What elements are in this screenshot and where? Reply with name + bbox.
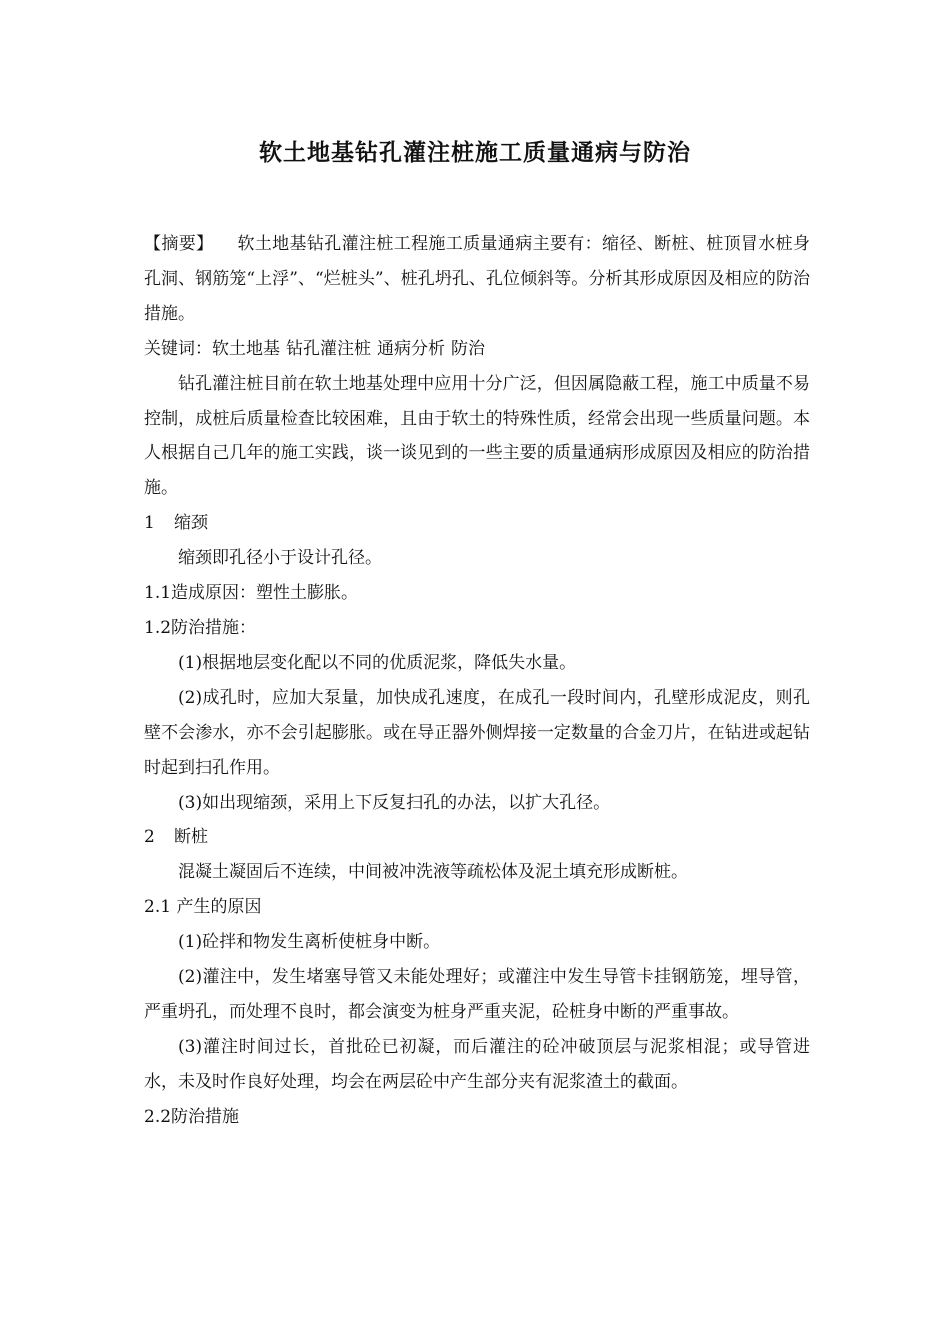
list-item: (2)成孔时，应加大泵量，加快成孔速度，在成孔一段时间内，孔壁形成泥皮，则孔壁不会渗水，亦不会引起膨胀。或在导正器外侧焊接一定数量的合金刀片，在钻进或起钻时起到扫孔作用。 xyxy=(144,687,810,778)
intro-paragraph: 钻孔灌注桩目前在软土地基处理中应用十分广泛，但因属隐蔽工程，施工中质量不易控制，成桩后质量检查比较困难，且由于软土的特殊性质，经常会出现一些质量问题。本人根据自己几年的施工实践，谈一谈见到的一些主要的质量通病形成原因及相应的防治措施。 xyxy=(144,373,810,499)
section-title: 断桩 xyxy=(174,827,208,848)
section-definition: 缩颈即孔径小于设计孔径。 xyxy=(178,548,382,569)
keyword: 通病分析 xyxy=(377,338,445,359)
subsection-heading: 1.2防治措施： xyxy=(144,617,257,638)
keywords-label: 关键词： xyxy=(144,338,212,359)
keyword: 钻孔灌注桩 xyxy=(286,338,371,359)
list-item: (1)根据地层变化配以不同的优质泥浆，降低失水量。 xyxy=(178,652,577,673)
section-number: 2 xyxy=(144,827,155,848)
list-item: (2)灌注中，发生堵塞导管又未能处理好；或灌注中发生导管卡挂钢筋笼，埋导管，严重坍孔，而处理不良时，都会演变为桩身严重夹泥，砼桩身中断的严重事故。 xyxy=(144,967,810,1022)
section-heading xyxy=(144,506,810,541)
keyword: 软土地基 xyxy=(212,338,280,359)
document-title: 软土地基钻孔灌注桩施工质量通病与防治 xyxy=(259,140,691,166)
section-heading xyxy=(144,820,810,855)
section-definition: 混凝土凝固后不连续，中间被冲洗液等疏松体及泥土填充形成断桩。 xyxy=(178,862,688,883)
abstract-text: 软土地基钻孔灌注桩工程施工质量通病主要有：缩径、断桩、桩顶冒水桩身孔洞、钢筋笼“上浮”、“烂桩头”、桩孔坍孔、孔位倾斜等。分析其形成原因及相应的防治措施。 xyxy=(144,234,811,324)
keyword: 防治 xyxy=(451,338,485,359)
section-number: 1 xyxy=(144,513,155,534)
abstract-paragraph xyxy=(144,227,810,332)
list-item: (3)如出现缩颈，采用上下反复扫孔的办法，以扩大孔径。 xyxy=(178,792,611,813)
subsection-heading: 1.1造成原因：塑性土膨胀。 xyxy=(144,583,359,604)
section-title: 缩颈 xyxy=(174,513,208,534)
keywords-line xyxy=(144,332,810,367)
subsection-heading: 2.1 产生的原因 xyxy=(144,897,262,918)
list-item: (3)灌注时间过长，首批砼已初凝，而后灌注的砼冲破顶层与泥浆相混；或导管进水，未及时作良好处理，均会在两层砼中产生部分夹有泥浆渣土的截面。 xyxy=(144,1036,810,1092)
document-body xyxy=(144,227,810,1135)
abstract-label: 【摘要】 xyxy=(144,234,214,254)
list-item: (1)砼拌和物发生离析使桩身中断。 xyxy=(178,932,441,953)
subsection-heading: 2.2防治措施 xyxy=(144,1106,240,1127)
